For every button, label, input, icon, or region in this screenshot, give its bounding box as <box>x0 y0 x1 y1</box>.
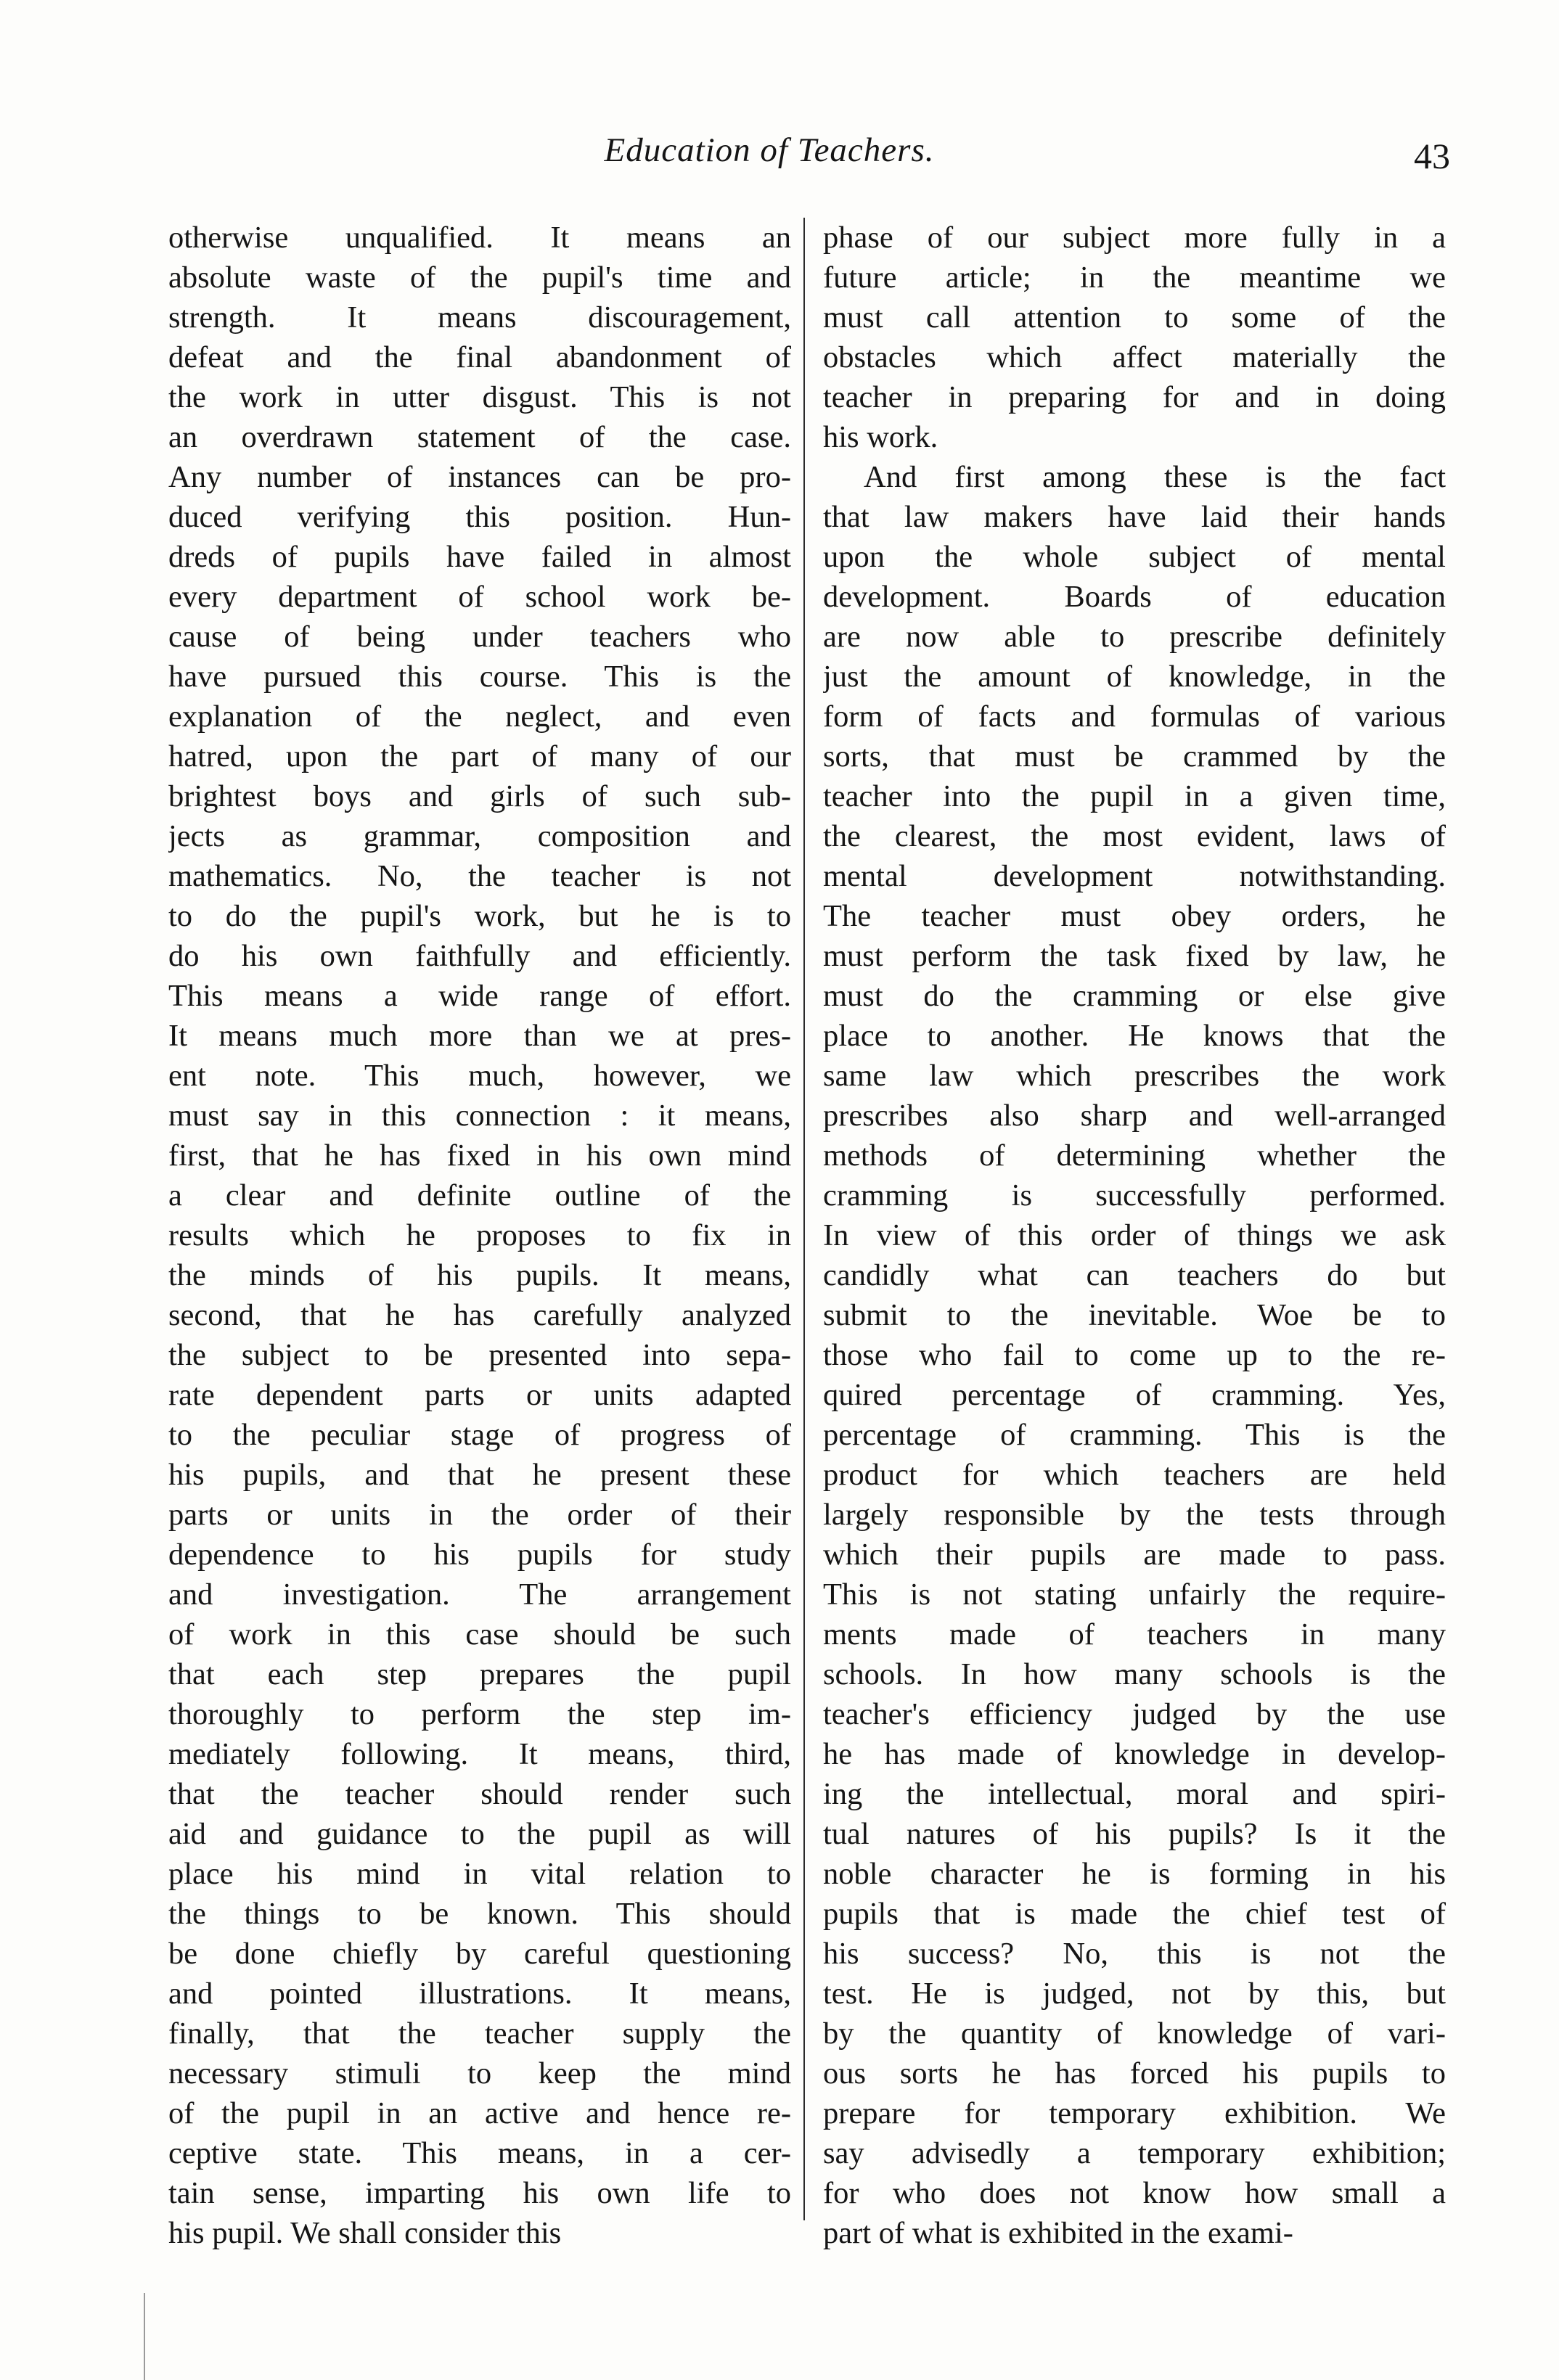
text-line: duced verifying this position. Hun- <box>168 500 791 534</box>
text-line: tain sense, imparting his own life to <box>168 2176 791 2210</box>
text-line: mental development notwithstanding. <box>823 859 1446 893</box>
text-line: sorts, that must be crammed by the <box>823 739 1446 774</box>
text-line: are now able to prescribe definitely <box>823 620 1446 654</box>
text-line: mathematics. No, the teacher is not <box>168 859 791 893</box>
text-line: tual natures of his pupils? Is it the <box>823 1817 1446 1851</box>
text-line: the things to be known. This should <box>168 1897 791 1931</box>
text-line: second, that he has carefully analyzed <box>168 1298 791 1332</box>
running-title: Education of Teachers. <box>604 131 935 169</box>
text-line: rate dependent parts or units adapted <box>168 1378 791 1412</box>
text-line: must perform the task fixed by law, he <box>823 939 1446 973</box>
text-line: schools. In how many schools is the <box>823 1657 1446 1691</box>
text-line: must do the cramming or else give <box>823 979 1446 1013</box>
text-line: same law which prescribes the work <box>823 1059 1446 1093</box>
text-line: every department of school work be- <box>168 580 791 614</box>
text-line: parts or units in the order of their <box>168 1498 791 1532</box>
text-line: teacher in preparing for and in doing <box>823 380 1446 414</box>
text-line: jects as grammar, composition and <box>168 819 791 853</box>
page-edge-mark <box>144 2293 145 2380</box>
text-line: his success? No, this is not the <box>823 1937 1446 1971</box>
text-line: aid and guidance to the pupil as will <box>168 1817 791 1851</box>
text-line: defeat and the final abandonment of <box>168 340 791 374</box>
text-line: absolute waste of the pupil's time and <box>168 260 791 295</box>
text-line: his pupil. We shall consider this <box>168 2216 562 2250</box>
text-line: finally, that the teacher supply the <box>168 2016 791 2051</box>
text-line: dependence to his pupils for study <box>168 1538 791 1572</box>
text-line: future article; in the meantime we <box>823 260 1446 295</box>
text-line: ous sorts he has forced his pupils to <box>823 2056 1446 2090</box>
text-line: development. Boards of education <box>823 580 1446 614</box>
text-line: first, that he has fixed in his own mind <box>168 1138 791 1173</box>
text-line: he has made of knowledge in develop- <box>823 1737 1446 1771</box>
text-line: necessary stimuli to keep the mind <box>168 2056 791 2090</box>
text-line: thoroughly to perform the step im- <box>168 1697 791 1731</box>
text-line: ments made of teachers in many <box>823 1617 1446 1651</box>
text-line: teacher into the pupil in a given time, <box>823 779 1446 813</box>
text-line: noble character he is forming in his <box>823 1857 1446 1891</box>
column-divider <box>803 218 805 2220</box>
text-line: a clear and definite outline of the <box>168 1178 791 1212</box>
text-line: largely responsible by the tests through <box>823 1498 1446 1532</box>
text-line: test. He is judged, not by this, but <box>823 1977 1446 2011</box>
text-line: that each step prepares the pupil <box>168 1657 791 1691</box>
text-line: do his own faithfully and efficiently. <box>168 939 791 973</box>
text-line: be done chiefly by careful questioning <box>168 1937 791 1971</box>
text-line: In view of this order of things we ask <box>823 1218 1446 1252</box>
text-line: dreds of pupils have failed in almost <box>168 540 791 574</box>
text-line: cramming is successfully performed. <box>823 1178 1446 1212</box>
text-line: And first among these is the fact <box>864 460 1446 494</box>
text-line: which their pupils are made to pass. <box>823 1538 1446 1572</box>
text-line: product for which teachers are held <box>823 1458 1446 1492</box>
text-line: by the quantity of knowledge of vari- <box>823 2016 1446 2051</box>
text-line: part of what is exhibited in the exami- <box>823 2216 1293 2250</box>
text-line: place his mind in vital relation to <box>168 1857 791 1891</box>
text-line: results which he proposes to fix in <box>168 1218 791 1252</box>
text-line: prepare for temporary exhibition. We <box>823 2096 1446 2130</box>
text-line: upon the whole subject of mental <box>823 540 1446 574</box>
text-line: to do the pupil's work, but he is to <box>168 899 791 933</box>
text-line: cause of being under teachers who <box>168 620 791 654</box>
text-line: the clearest, the most evident, laws of <box>823 819 1446 853</box>
text-line: It means much more than we at pres- <box>168 1019 791 1053</box>
text-line: for who does not know how small a <box>823 2176 1446 2210</box>
text-line: his pupils, and that he present these <box>168 1458 791 1492</box>
left-column <box>168 218 791 2253</box>
text-line: submit to the inevitable. Woe be to <box>823 1298 1446 1332</box>
page-number: 43 <box>1414 136 1450 176</box>
text-line: the subject to be presented into sepa- <box>168 1338 791 1372</box>
text-line: place to another. He knows that the <box>823 1019 1446 1053</box>
text-line: of the pupil in an active and hence re- <box>168 2096 791 2130</box>
text-line: explanation of the neglect, and even <box>168 699 791 734</box>
text-line: obstacles which affect materially the <box>823 340 1446 374</box>
text-line: that the teacher should render such <box>168 1777 791 1811</box>
text-line: an overdrawn statement of the case. <box>168 420 791 454</box>
text-line: must say in this connection : it means, <box>168 1099 791 1133</box>
text-line: have pursued this course. This is the <box>168 660 791 694</box>
text-line: methods of determining whether the <box>823 1138 1446 1173</box>
text-line: pupils that is made the chief test of <box>823 1897 1446 1931</box>
text-line: the minds of his pupils. It means, <box>168 1258 791 1292</box>
text-line: that law makers have laid their hands <box>823 500 1446 534</box>
text-line: brightest boys and girls of such sub- <box>168 779 791 813</box>
text-line: of work in this case should be such <box>168 1617 791 1651</box>
text-line: just the amount of knowledge, in the <box>823 660 1446 694</box>
text-line: teacher's efficiency judged by the use <box>823 1697 1446 1731</box>
right-column <box>823 218 1446 2253</box>
text-line: Any number of instances can be pro- <box>168 460 791 494</box>
text-line: must call attention to some of the <box>823 300 1446 335</box>
text-line: strength. It means discouragement, <box>168 300 791 335</box>
text-line: and pointed illustrations. It means, <box>168 1977 791 2011</box>
text-line: those who fail to come up to the re- <box>823 1338 1446 1372</box>
text-line: to the peculiar stage of progress of <box>168 1418 791 1452</box>
text-line: This means a wide range of effort. <box>168 979 791 1013</box>
text-line: hatred, upon the part of many of our <box>168 739 791 774</box>
text-line: quired percentage of cramming. Yes, <box>823 1378 1446 1412</box>
text-line: The teacher must obey orders, he <box>823 899 1446 933</box>
text-line: This is not stating unfairly the require- <box>823 1577 1446 1612</box>
text-line: ent note. This much, however, we <box>168 1059 791 1093</box>
text-line: say advisedly a temporary exhibition; <box>823 2136 1446 2170</box>
text-line: otherwise unqualified. It means an <box>168 221 791 255</box>
text-line: form of facts and formulas of various <box>823 699 1446 734</box>
text-line: his work. <box>823 420 938 454</box>
text-line: the work in utter disgust. This is not <box>168 380 791 414</box>
text-line: candidly what can teachers do but <box>823 1258 1446 1292</box>
text-line: prescribes also sharp and well-arranged <box>823 1099 1446 1133</box>
text-line: phase of our subject more fully in a <box>823 221 1446 255</box>
text-line: percentage of cramming. This is the <box>823 1418 1446 1452</box>
text-line: mediately following. It means, third, <box>168 1737 791 1771</box>
text-line: ing the intellectual, moral and spiri- <box>823 1777 1446 1811</box>
text-line: and investigation. The arrangement <box>168 1577 791 1612</box>
text-line: ceptive state. This means, in a cer- <box>168 2136 791 2170</box>
